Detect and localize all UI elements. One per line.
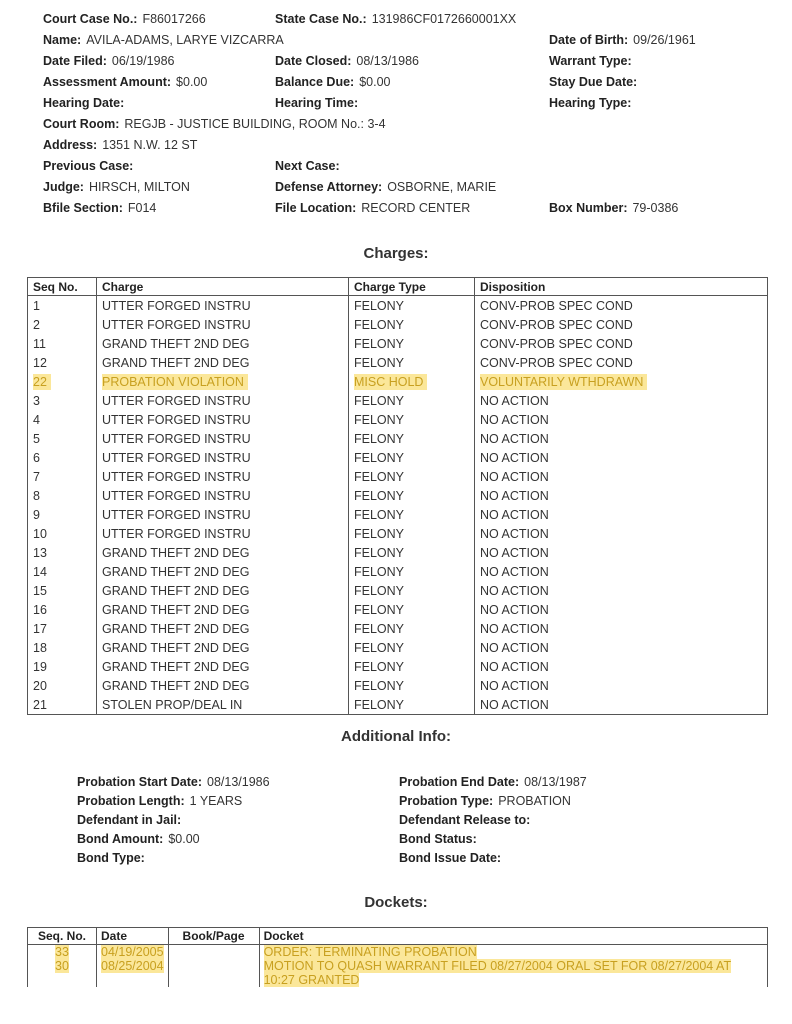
- charge-row: [28, 581, 768, 600]
- charge-cell: 10: [28, 524, 97, 543]
- charge-cell: FELONY: [349, 543, 475, 562]
- defendant-in-jail: Defendant in Jail:: [77, 813, 182, 827]
- dockets-table: [27, 927, 768, 987]
- charge-row: [28, 695, 768, 715]
- charge-cell: GRAND THEFT 2ND DEG: [97, 581, 349, 600]
- defendant-release-to: Defendant Release to:: [399, 813, 531, 827]
- charge-cell: 18: [28, 638, 97, 657]
- charge-cell: NO ACTION: [475, 410, 768, 429]
- charges-table: [27, 277, 768, 715]
- charge-cell: NO ACTION: [475, 391, 768, 410]
- charge-cell: UTTER FORGED INSTRU: [97, 448, 349, 467]
- charge-row: [28, 657, 768, 676]
- charge-cell: MISC HOLD: [349, 372, 475, 391]
- charge-row: [28, 486, 768, 505]
- charge-cell: NO ACTION: [475, 581, 768, 600]
- dockets-title: Dockets:: [364, 894, 428, 911]
- defendant-name: Name: AVILA-ADAMS, LARYE VIZCARRA: [43, 33, 284, 47]
- charge-row: [28, 524, 768, 543]
- column-header: Seq. No.: [28, 928, 97, 945]
- bfile-section: Bfile Section: F014: [43, 201, 157, 215]
- charge-cell: 9: [28, 505, 97, 524]
- charge-cell: 15: [28, 581, 97, 600]
- column-header: Charge Type: [349, 278, 475, 296]
- charge-cell: 5: [28, 429, 97, 448]
- charge-cell: FELONY: [349, 448, 475, 467]
- charge-cell: 12: [28, 353, 97, 372]
- charge-row: [28, 296, 768, 316]
- charge-row: [28, 315, 768, 334]
- charge-cell: NO ACTION: [475, 638, 768, 657]
- bond-amount: Bond Amount: $0.00: [77, 832, 200, 846]
- charge-cell: NO ACTION: [475, 448, 768, 467]
- stay-due-date: Stay Due Date:: [549, 75, 638, 89]
- column-header: Seq No.: [28, 278, 97, 296]
- charge-cell: NO ACTION: [475, 429, 768, 448]
- charge-cell: UTTER FORGED INSTRU: [97, 467, 349, 486]
- probation-start-date: Probation Start Date: 08/13/1986: [77, 775, 270, 789]
- charge-cell: NO ACTION: [475, 676, 768, 695]
- address: Address: 1351 N.W. 12 ST: [43, 138, 198, 152]
- charge-row: [28, 562, 768, 581]
- charge-cell: FELONY: [349, 353, 475, 372]
- probation-type: Probation Type: PROBATION: [399, 794, 571, 808]
- column-header: Book/Page: [168, 928, 259, 945]
- charge-row: [28, 429, 768, 448]
- charge-cell: UTTER FORGED INSTRU: [97, 315, 349, 334]
- hearing-date: Hearing Date:: [43, 96, 125, 110]
- charge-cell: FELONY: [349, 334, 475, 353]
- charge-cell: NO ACTION: [475, 619, 768, 638]
- charge-row: [28, 543, 768, 562]
- docket-row: [28, 959, 768, 987]
- charge-cell: NO ACTION: [475, 524, 768, 543]
- state-case-no: State Case No.: 131986CF0172660001XX: [275, 12, 517, 26]
- docket-cell: MOTION TO QUASH WARRANT FILED 08/27/2004 ORAL SET FOR 08/27/2004 AT 10:27 GRANTED: [259, 959, 767, 987]
- docket-cell: [168, 945, 259, 960]
- charge-cell: 13: [28, 543, 97, 562]
- charge-cell: NO ACTION: [475, 486, 768, 505]
- charge-cell: GRAND THEFT 2ND DEG: [97, 600, 349, 619]
- docket-cell: ORDER: TERMINATING PROBATION: [259, 945, 767, 960]
- charge-cell: UTTER FORGED INSTRU: [97, 429, 349, 448]
- charge-row: [28, 391, 768, 410]
- charge-cell: FELONY: [349, 524, 475, 543]
- charge-cell: 16: [28, 600, 97, 619]
- bond-status: Bond Status:: [399, 832, 477, 846]
- box-number: Box Number: 79-0386: [549, 201, 679, 215]
- charge-cell: UTTER FORGED INSTRU: [97, 486, 349, 505]
- court-case-no: Court Case No.: F86017266: [43, 12, 206, 26]
- docket-cell: [168, 959, 259, 987]
- charge-cell: FELONY: [349, 676, 475, 695]
- judge: Judge: HIRSCH, MILTON: [43, 180, 190, 194]
- charge-cell: VOLUNTARILY WTHDRAWN: [475, 372, 768, 391]
- column-header: Docket: [259, 928, 767, 945]
- charge-row: [28, 467, 768, 486]
- balance-due: Balance Due: $0.00: [275, 75, 391, 89]
- defense-attorney: Defense Attorney: OSBORNE, MARIE: [275, 180, 497, 194]
- charge-cell: FELONY: [349, 619, 475, 638]
- charge-cell: 3: [28, 391, 97, 410]
- charge-cell: 19: [28, 657, 97, 676]
- charge-cell: FELONY: [349, 505, 475, 524]
- charge-cell: UTTER FORGED INSTRU: [97, 391, 349, 410]
- charge-cell: FELONY: [349, 581, 475, 600]
- charge-cell: CONV-PROB SPEC COND: [475, 353, 768, 372]
- charge-cell: 17: [28, 619, 97, 638]
- charge-cell: FELONY: [349, 638, 475, 657]
- charge-cell: FELONY: [349, 486, 475, 505]
- charge-cell: NO ACTION: [475, 543, 768, 562]
- charge-cell: STOLEN PROP/DEAL IN: [97, 695, 349, 715]
- charge-cell: NO ACTION: [475, 467, 768, 486]
- charge-cell: UTTER FORGED INSTRU: [97, 296, 349, 316]
- charge-row: [28, 638, 768, 657]
- next-case: Next Case:: [275, 159, 340, 173]
- charge-cell: CONV-PROB SPEC COND: [475, 334, 768, 353]
- charge-row: [28, 619, 768, 638]
- charge-row: [28, 334, 768, 353]
- dockets-header-row: [28, 928, 768, 945]
- charge-cell: NO ACTION: [475, 695, 768, 715]
- charge-cell: 8: [28, 486, 97, 505]
- docket-cell: 08/25/2004: [97, 959, 169, 987]
- charge-cell: NO ACTION: [475, 562, 768, 581]
- charge-cell: GRAND THEFT 2ND DEG: [97, 334, 349, 353]
- charges-title: Charges:: [363, 245, 429, 262]
- probation-end-date: Probation End Date: 08/13/1987: [399, 775, 587, 789]
- charge-cell: FELONY: [349, 657, 475, 676]
- charge-row: [28, 353, 768, 372]
- warrant-type: Warrant Type:: [549, 54, 632, 68]
- date-filed: Date Filed: 06/19/1986: [43, 54, 175, 68]
- charge-cell: 1: [28, 296, 97, 316]
- charge-cell: 6: [28, 448, 97, 467]
- charge-cell: CONV-PROB SPEC COND: [475, 296, 768, 316]
- charge-cell: 21: [28, 695, 97, 715]
- charge-cell: PROBATION VIOLATION: [97, 372, 349, 391]
- hearing-type: Hearing Type:: [549, 96, 632, 110]
- date-of-birth: Date of Birth: 09/26/1961: [549, 33, 696, 47]
- docket-cell: 04/19/2005: [97, 945, 169, 960]
- probation-length: Probation Length: 1 YEARS: [77, 794, 243, 808]
- charge-cell: GRAND THEFT 2ND DEG: [97, 676, 349, 695]
- charge-cell: NO ACTION: [475, 600, 768, 619]
- bond-issue-date: Bond Issue Date:: [399, 851, 502, 865]
- charge-cell: GRAND THEFT 2ND DEG: [97, 562, 349, 581]
- bond-type: Bond Type:: [77, 851, 145, 865]
- charge-row: [28, 372, 768, 391]
- previous-case: Previous Case:: [43, 159, 134, 173]
- charge-cell: 2: [28, 315, 97, 334]
- charge-row: [28, 505, 768, 524]
- charge-cell: GRAND THEFT 2ND DEG: [97, 619, 349, 638]
- charge-cell: 20: [28, 676, 97, 695]
- charge-cell: NO ACTION: [475, 657, 768, 676]
- charge-cell: FELONY: [349, 467, 475, 486]
- charge-cell: GRAND THEFT 2ND DEG: [97, 543, 349, 562]
- assessment-amount: Assessment Amount: $0.00: [43, 75, 208, 89]
- charge-cell: 14: [28, 562, 97, 581]
- court-room: Court Room: REGJB - JUSTICE BUILDING, ROOM No.: 3-4: [43, 117, 386, 131]
- charge-cell: UTTER FORGED INSTRU: [97, 524, 349, 543]
- charge-cell: FELONY: [349, 562, 475, 581]
- date-closed: Date Closed: 08/13/1986: [275, 54, 419, 68]
- charge-cell: FELONY: [349, 391, 475, 410]
- charges-header-row: [28, 278, 768, 296]
- charge-cell: 7: [28, 467, 97, 486]
- charge-cell: GRAND THEFT 2ND DEG: [97, 657, 349, 676]
- charge-cell: CONV-PROB SPEC COND: [475, 315, 768, 334]
- charge-cell: FELONY: [349, 315, 475, 334]
- charge-row: [28, 676, 768, 695]
- additional-info-title: Additional Info:: [341, 728, 451, 745]
- charge-cell: UTTER FORGED INSTRU: [97, 505, 349, 524]
- charge-cell: FELONY: [349, 410, 475, 429]
- charge-cell: GRAND THEFT 2ND DEG: [97, 353, 349, 372]
- column-header: Date: [97, 928, 169, 945]
- charge-cell: FELONY: [349, 429, 475, 448]
- charge-cell: FELONY: [349, 296, 475, 316]
- charge-row: [28, 600, 768, 619]
- charge-cell: FELONY: [349, 695, 475, 715]
- charge-cell: 11: [28, 334, 97, 353]
- charge-cell: 4: [28, 410, 97, 429]
- column-header: Charge: [97, 278, 349, 296]
- file-location: File Location: RECORD CENTER: [275, 201, 471, 215]
- hearing-time: Hearing Time:: [275, 96, 359, 110]
- charge-cell: NO ACTION: [475, 505, 768, 524]
- charge-cell: FELONY: [349, 600, 475, 619]
- docket-cell: 30: [28, 959, 97, 987]
- docket-cell: 33: [28, 945, 97, 960]
- docket-row: [28, 945, 768, 960]
- charge-cell: UTTER FORGED INSTRU: [97, 410, 349, 429]
- charge-cell: 22: [28, 372, 97, 391]
- charge-cell: GRAND THEFT 2ND DEG: [97, 638, 349, 657]
- charge-row: [28, 448, 768, 467]
- column-header: Disposition: [475, 278, 768, 296]
- charge-row: [28, 410, 768, 429]
